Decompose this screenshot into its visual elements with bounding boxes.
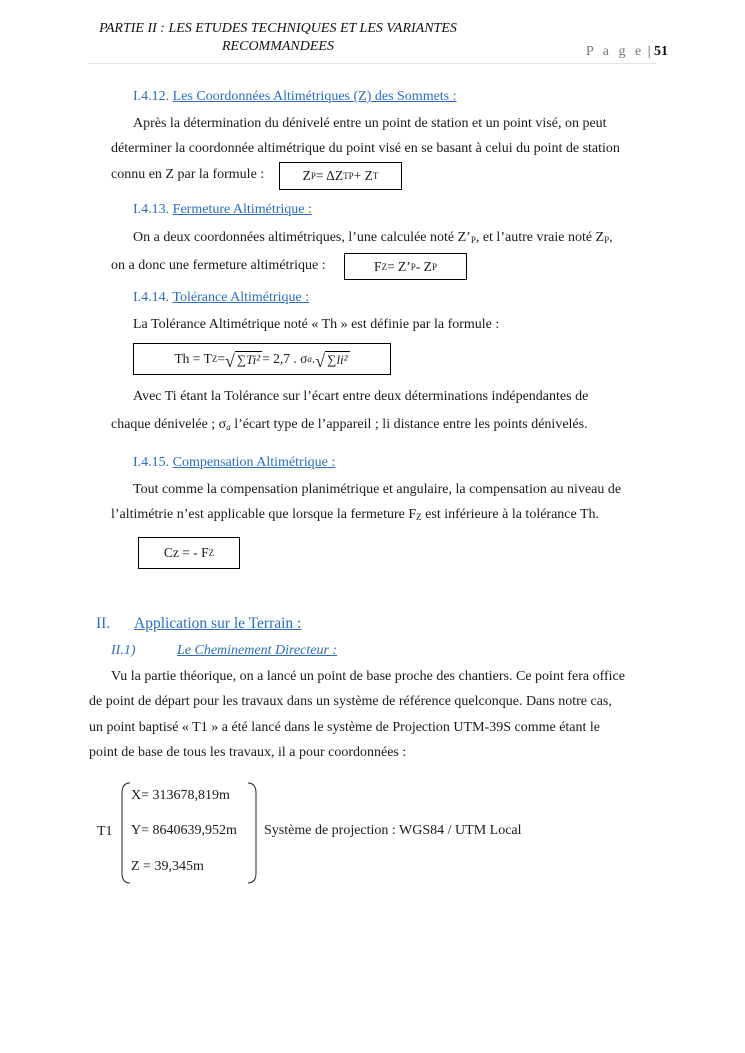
sqrt-sign: √ ∑li²	[315, 350, 348, 371]
formula-text: F	[374, 258, 382, 274]
text: , et l’autre vraie noté Z	[475, 230, 605, 245]
header-divider	[88, 63, 656, 64]
right-bracket	[248, 783, 256, 883]
formula-box-fz	[344, 253, 467, 280]
section-number: I.4.13.	[133, 202, 170, 217]
section-title: Tolérance Altimétrique :	[172, 290, 310, 305]
text: est inférieure à la tolérance Th.	[421, 507, 600, 523]
text-line: Après la détermination du dénivelé entre un point de station et un point visé, on peut	[133, 116, 607, 131]
formula-text: Z	[302, 168, 311, 183]
page-word: P a g e	[586, 44, 645, 59]
formula-radicand: ∑Ti²	[236, 351, 261, 367]
paragraph-compensation	[111, 477, 656, 531]
formula-box-zp	[279, 162, 402, 190]
formula-sub: P	[410, 261, 416, 272]
paragraph-tolerance-intro	[133, 312, 656, 337]
formula-sub: P	[310, 171, 316, 181]
chapter-heading-ii	[96, 615, 110, 633]
text-line: Vu la partie théorique, on a lancé un point de base proche des chantiers. Ce point fera office	[111, 669, 625, 684]
section-heading-4-15	[133, 455, 335, 471]
section-title: Fermeture Altimétrique :	[172, 202, 312, 217]
formula-sub: Z	[381, 261, 388, 272]
text: On a deux coordonnées altimétriques, l’une calculée noté Z’	[133, 230, 471, 245]
left-bracket	[122, 783, 130, 883]
page-number: 51	[654, 44, 669, 59]
formula-text: =	[217, 351, 225, 366]
text: l’écart type de l’appareil ; li distance entre les points dénivelés.	[230, 417, 588, 432]
section-number: I.4.14.	[133, 290, 170, 305]
coord-z: Z = 39,345m	[131, 859, 204, 874]
text-line: un point baptisé « T1 » a été lancé dans le système de Projection UTM-39S comme étant le	[89, 719, 600, 735]
text-line: connu en Z par la formule :	[111, 166, 265, 182]
text-line: La Tolérance Altimétrique noté « Th » est définie par la formule :	[133, 317, 500, 332]
page-separator: |	[647, 44, 651, 59]
header-title	[40, 20, 516, 56]
point-label: T1	[97, 824, 113, 839]
sub: P	[470, 235, 476, 245]
formula-sub: TP	[343, 171, 354, 181]
formula-sub: Z	[211, 354, 218, 364]
section-title: Les Coordonnées Altimétriques (Z) des Sommets :	[172, 89, 457, 104]
formula-radicand: ∑li²	[327, 351, 348, 367]
formula-box-cz	[138, 537, 240, 569]
formula-text: Cz = - F	[163, 545, 209, 560]
text-line: déterminer la coordonnée altimétrique du point visé en se basant à celui du point de station	[111, 141, 620, 157]
formula-text: - Z	[415, 258, 432, 274]
projection-system: Système de projection : WGS84 / UTM Local	[264, 823, 522, 838]
sqrt-sign: √ ∑Ti²	[224, 350, 261, 371]
section-heading-4-13	[133, 202, 312, 218]
section-title: Compensation Altimétrique :	[172, 455, 336, 470]
formula-text: .	[311, 351, 316, 366]
formula-text: Th = T	[174, 351, 212, 366]
formula-sub: Z	[208, 548, 215, 558]
header-title-line2: RECOMMANDEES	[222, 39, 334, 54]
formula-sub: T	[372, 171, 379, 181]
text-line: point de base de tous les travaux, il a pour coordonnées :	[89, 745, 407, 761]
sub: P	[604, 235, 610, 245]
text: chaque dénivelée ; σ	[111, 417, 227, 432]
page-indicator	[586, 44, 668, 60]
formula-text: = Z’	[387, 258, 411, 274]
formula-text: = 2,7 . σ	[262, 351, 308, 366]
subsection-number: II.1)	[111, 643, 136, 658]
paragraph-tolerance-detail	[111, 383, 656, 441]
formula-text: = ΔZ	[315, 168, 344, 183]
sub: a	[226, 422, 231, 432]
chapter-number: II.	[96, 615, 111, 632]
text-line: Tout comme la compensation planimétrique et angulaire, la compensation au niveau de	[133, 482, 622, 497]
text-line: Avec Ti étant la Tolérance sur l’écart entre deux déterminations indépendantes de	[133, 389, 589, 404]
sub: Z	[416, 512, 422, 523]
chapter-title: Application sur le Terrain :	[134, 615, 302, 632]
header-title-line1: PARTIE II : LES ETUDES TECHNIQUES ET LES VARIANTES	[99, 21, 457, 36]
section-heading-4-14	[133, 290, 309, 306]
section-heading-4-12	[133, 89, 457, 105]
formula-text: + Z	[353, 168, 373, 183]
formula-sub: a	[307, 354, 312, 364]
text-line	[111, 411, 656, 441]
text: l’altimétrie n’est applicable que lorsque la fermeture F	[111, 507, 417, 523]
coord-x: X= 313678,819m	[131, 788, 230, 803]
section-number: I.4.15.	[133, 455, 170, 470]
text-line: de point de départ pour les travaux dans un système de référence quelconque. Dans notre cas,	[89, 694, 612, 710]
formula-sub: P	[431, 261, 437, 272]
text-line	[111, 225, 656, 253]
text: ,	[609, 230, 613, 245]
text-line	[111, 502, 656, 530]
paragraph-cheminement	[89, 664, 656, 766]
coord-y: Y= 8640639,952m	[131, 823, 237, 838]
formula-box-th	[133, 343, 391, 375]
text-line: on a donc une fermeture altimétrique :	[111, 258, 326, 274]
section-number: I.4.12.	[133, 89, 170, 104]
subsection-title: Le Cheminement Directeur :	[177, 643, 338, 658]
